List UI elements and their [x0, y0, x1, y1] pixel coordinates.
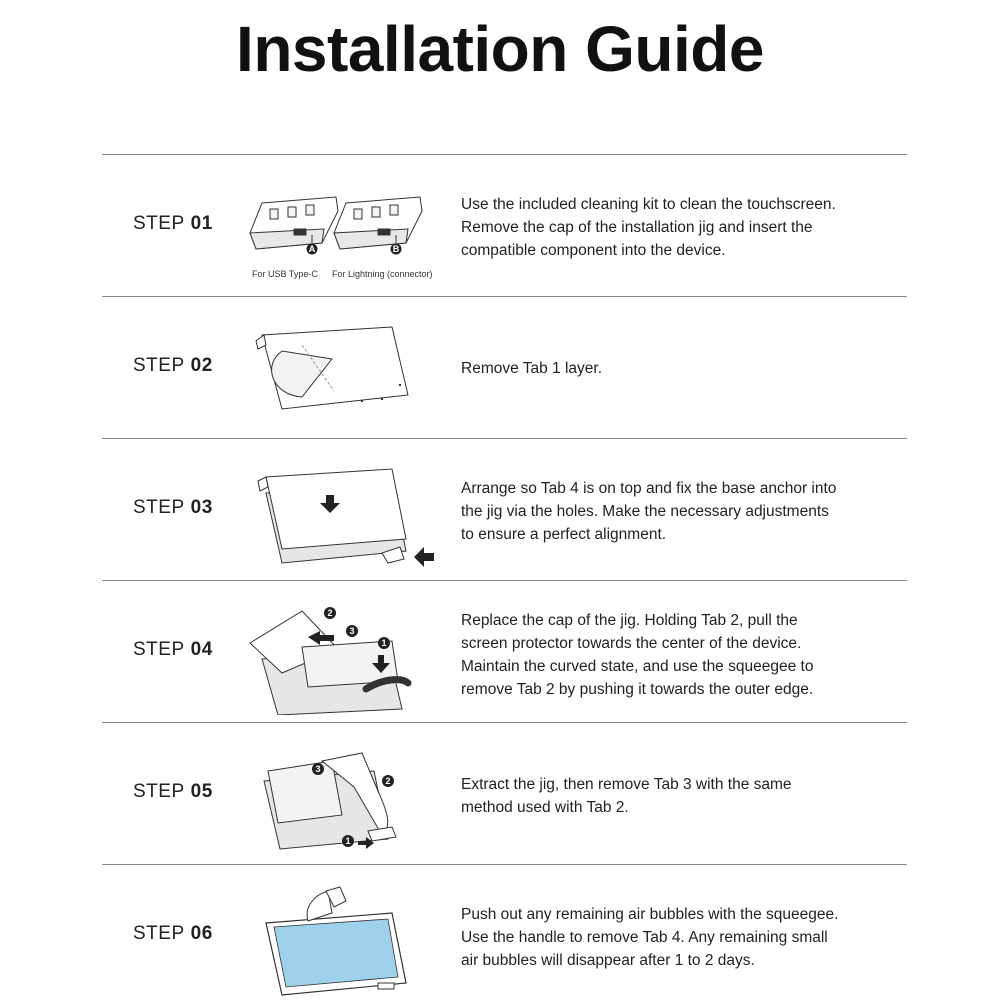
jig-illustration: [242, 163, 442, 289]
step-02: [102, 296, 907, 439]
step-label: [133, 497, 213, 519]
step-label: [133, 639, 213, 661]
step-prefix: STEP: [133, 497, 185, 518]
desc-line: Replace the cap of the jig. Holding Tab 2, pull the: [461, 612, 798, 629]
step-04: [102, 580, 907, 723]
step-description: [461, 903, 881, 972]
step-description: [461, 357, 881, 380]
marker-a: A: [308, 244, 316, 254]
desc-line: to ensure a perfect alignment.: [461, 526, 667, 543]
desc-line: method used with Tab 2.: [461, 799, 629, 816]
alignment-icon: [242, 447, 442, 573]
step-prefix: STEP: [133, 923, 185, 944]
step-label: [133, 923, 213, 945]
alignment-illustration: [242, 447, 442, 573]
step-05: [102, 722, 907, 865]
marker-2: 2: [385, 776, 391, 786]
step-number: 05: [190, 781, 213, 802]
step-description: [461, 193, 881, 262]
marker-3: 3: [349, 626, 355, 636]
step-description: [461, 609, 881, 701]
desc-line: the jig via the holes. Make the necessary adjustments: [461, 503, 829, 520]
desc-line: Use the included cleaning kit to clean the touchscreen.: [461, 196, 836, 213]
step-06: [102, 864, 907, 1007]
desc-line: air bubbles will disappear after 1 to 2 days.: [461, 952, 755, 969]
film-peel-illustration: [242, 305, 442, 431]
film-peel-icon: [242, 305, 442, 431]
desc-line: Remove the cap of the installation jig and insert the: [461, 219, 813, 236]
step-number: 02: [190, 355, 213, 376]
caption-lightning: For Lightning (connector): [332, 269, 433, 279]
step-label: [133, 781, 213, 803]
step-01: [102, 154, 907, 297]
tab3-removal-icon: [242, 731, 442, 857]
step-prefix: STEP: [133, 213, 185, 234]
step-number: 03: [190, 497, 213, 518]
desc-line: screen protector towards the center of the device.: [461, 635, 802, 652]
squeegee-icon: [242, 589, 442, 715]
step-description: [461, 773, 881, 819]
step-prefix: STEP: [133, 639, 185, 660]
step-number: 04: [190, 639, 213, 660]
desc-line: Push out any remaining air bubbles with the squeegee.: [461, 906, 839, 923]
marker-2: 2: [327, 608, 333, 618]
desc-line: remove Tab 2 by pushing it towards the outer edge.: [461, 681, 814, 698]
step-prefix: STEP: [133, 781, 185, 802]
tab3-removal-illustration: [242, 731, 442, 857]
marker-3: 3: [315, 764, 321, 774]
desc-line: Arrange so Tab 4 is on top and fix the base anchor into: [461, 480, 837, 497]
step-number: 01: [190, 213, 213, 234]
squeegee-illustration: [242, 589, 442, 715]
marker-1: 1: [345, 836, 351, 846]
marker-1: 1: [381, 638, 387, 648]
marker-b: B: [392, 244, 400, 254]
step-number: 06: [190, 923, 213, 944]
desc-line: Extract the jig, then remove Tab 3 with the same: [461, 776, 792, 793]
desc-line: compatible component into the device.: [461, 242, 726, 259]
step-label: [133, 213, 213, 235]
caption-usb-c: For USB Type-C: [252, 269, 318, 279]
step-description: [461, 477, 881, 546]
desc-line: Maintain the curved state, and use the squeegee to: [461, 658, 814, 675]
phone-icon: [242, 873, 442, 999]
page-title: Installation Guide: [236, 13, 764, 85]
jig-components-icon: [242, 163, 442, 289]
phone-illustration: [242, 873, 442, 999]
desc-line: Remove Tab 1 layer.: [461, 360, 603, 377]
step-label: [133, 355, 213, 377]
step-prefix: STEP: [133, 355, 185, 376]
desc-line: Use the handle to remove Tab 4. Any remaining small: [461, 929, 828, 946]
step-03: [102, 438, 907, 581]
